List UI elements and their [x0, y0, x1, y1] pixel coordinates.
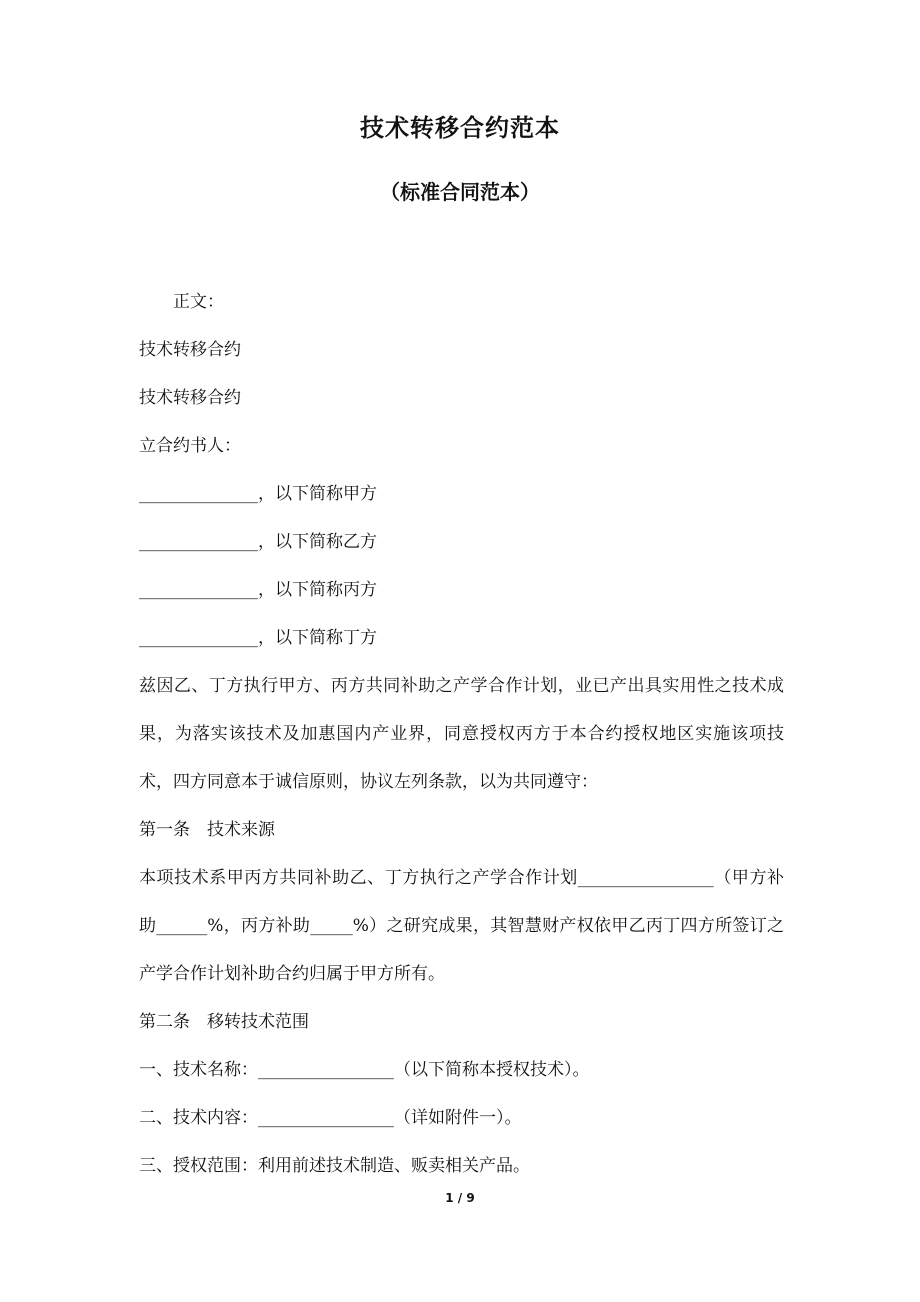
preamble-paragraph: 兹因乙、丁方执行甲方、丙方共同补助之产学合作计划，业已产出具实用性之技术成果，为落实该技术及加惠国内产业界，同意授权丙方于本合约授权地区实施该项技术，四方同意本于诚信原则，协议左列条款，以为共同遵守： — [139, 676, 784, 792]
party-d-line: ______________，以下简称丁方 — [139, 628, 377, 648]
article-1-heading: 第一条 技术来源 — [139, 820, 275, 840]
document-subtitle: （标准合同范本） — [380, 180, 540, 204]
article-1-paragraph: 本项技术系甲丙方共同补助乙、丁方执行之产学合作计划________________（甲方补助______%，丙方补助_____%）之研究成果，其智慧财产权依甲乙丙丁四方所签订之产学合作计划补助合约归属于甲方所有。 — [139, 868, 784, 984]
party-a-line: ______________，以下简称甲方 — [139, 484, 377, 504]
party-b-line: ______________，以下简称乙方 — [139, 532, 377, 552]
document-body — [139, 278, 784, 1190]
article-2-item-3: 三、授权范围：利用前述技术制造、贩卖相关产品。 — [139, 1156, 530, 1176]
document-title: 技术转移合约范本 — [360, 114, 560, 142]
article-2-heading: 第二条 移转技术范围 — [139, 1012, 309, 1032]
contract-heading-2: 技术转移合约 — [139, 388, 241, 408]
page-number: 1 / 9 — [445, 1191, 475, 1205]
body-label: 正文： — [173, 292, 224, 312]
contract-heading-1: 技术转移合约 — [139, 340, 241, 360]
article-2-item-1: 一、技术名称：________________（以下简称本授权技术）。 — [139, 1060, 590, 1080]
party-c-line: ______________，以下简称丙方 — [139, 580, 377, 600]
parties-label: 立合约书人： — [139, 436, 241, 456]
article-2-item-2: 二、技术内容：________________（详如附件一）。 — [139, 1108, 522, 1128]
